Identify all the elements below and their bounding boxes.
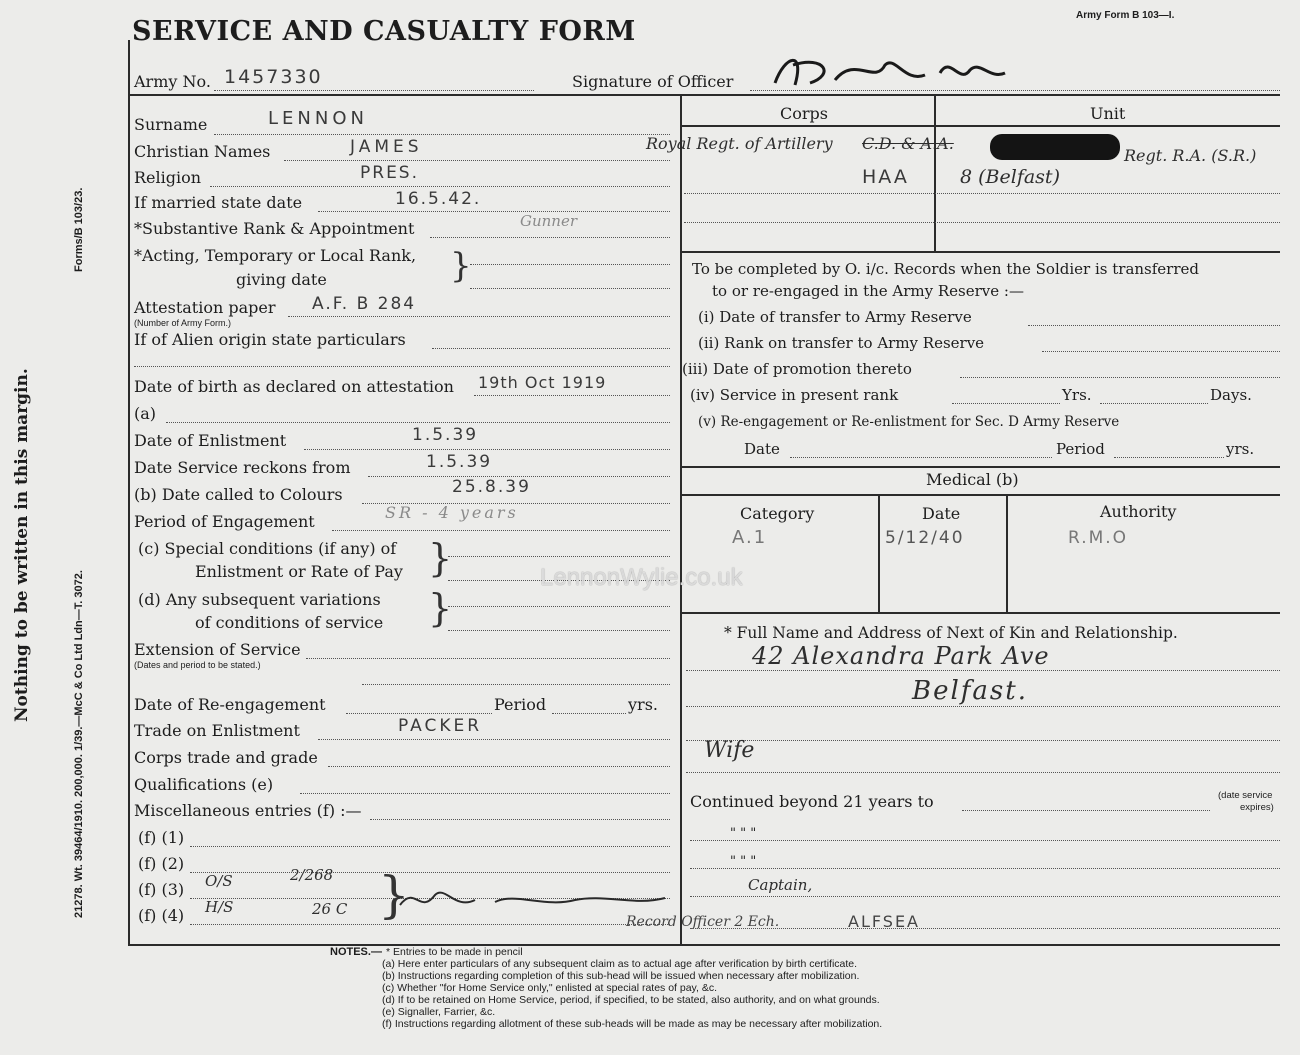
- medical-col-divider-1: [878, 494, 880, 612]
- dob-line: [474, 395, 670, 396]
- attestation-label: Attestation paper: [134, 298, 276, 317]
- corps-trade-label: Corps trade and grade: [134, 748, 318, 767]
- variations-brace: }: [428, 586, 453, 630]
- ditto-line-1: [690, 840, 1280, 841]
- corps-unit-divider: [934, 95, 936, 251]
- f3-entry-b: 2/268: [290, 866, 334, 884]
- substantive-rank-value: Gunner: [520, 212, 578, 230]
- kin-heading: * Full Name and Address of Next of Kin and Relationship.: [724, 624, 1178, 642]
- variations-line-1: [448, 606, 670, 607]
- army-no-value: 1457330: [224, 66, 323, 88]
- attestation-line: [288, 316, 670, 317]
- extension-sublabel: (Dates and period to be stated.): [134, 660, 261, 670]
- reserve-iv-line: [952, 403, 1060, 404]
- kin-line-1: [686, 670, 1280, 671]
- acting-rank-label: *Acting, Temporary or Local Rank,: [134, 246, 417, 265]
- corps-struck: C.D. & A.A.: [862, 134, 954, 153]
- reserve-v-period-line: [1114, 457, 1224, 458]
- column-divider: [680, 95, 682, 945]
- bottom-rule: [128, 944, 1280, 946]
- reengagement-period-label: Period: [494, 695, 547, 714]
- reengagement-line: [346, 713, 492, 714]
- medical-authority-header: Authority: [1100, 502, 1177, 521]
- reserve-v-date-line: [790, 457, 1052, 458]
- signature-label: Signature of Officer: [572, 72, 734, 91]
- kin-line-3: [686, 740, 1280, 741]
- extension-line-1: [306, 658, 670, 659]
- attestation-sublabel: (Number of Army Form.): [134, 318, 232, 328]
- married-label: If married state date: [134, 193, 303, 212]
- continued-line: [962, 810, 1210, 811]
- ditto-line-4: [690, 928, 1280, 929]
- religion-line: [210, 186, 670, 187]
- medical-category-header: Category: [740, 504, 815, 523]
- engagement-line: [332, 530, 670, 531]
- corps-trade-line: [328, 766, 670, 767]
- redaction-blot: [990, 134, 1120, 160]
- corps-line-1: [684, 193, 1280, 194]
- alien-line: [432, 348, 670, 349]
- a-label: (a): [134, 404, 157, 423]
- alien-origin-label: If of Alien origin state particulars: [134, 330, 406, 349]
- medical-heading: Medical (b): [926, 470, 1019, 489]
- continued-note-2: expires): [1240, 802, 1274, 813]
- surname-value: LENNON: [268, 108, 368, 129]
- attestation-value: A.F. B 284: [312, 294, 417, 314]
- engagement-label: Period of Engagement: [134, 512, 315, 531]
- unit-handwritten: 8 (Belfast): [960, 166, 1060, 188]
- ditto-row-2: " " ": [730, 854, 757, 869]
- kin-line-4: [686, 772, 1280, 773]
- variations-line-2: [448, 630, 670, 631]
- acting-rank-sublabel: giving date: [236, 270, 327, 289]
- margin-warning: Nothing to be written in this margin.: [12, 368, 32, 722]
- reserve-iv-days: Days.: [1210, 386, 1252, 404]
- christian-names-label: Christian Names: [134, 142, 271, 161]
- corps-unit-bottom-rule: [682, 251, 1280, 253]
- reserve-ii: (ii) Rank on transfer to Army Reserve: [698, 334, 985, 352]
- medical-category-value: A.1: [732, 527, 768, 548]
- ditto-line-3: [690, 896, 1280, 897]
- special-brace: }: [428, 536, 453, 580]
- continued-note-1: (date service: [1218, 790, 1273, 801]
- special-line-1: [448, 556, 670, 557]
- christian-names-value: JAMES: [350, 137, 423, 157]
- engagement-value: SR - 4 years: [385, 503, 519, 522]
- colours-label: (b) Date called to Colours: [134, 485, 343, 504]
- reserve-iv-yrs: Yrs.: [1062, 386, 1092, 404]
- extension-label: Extension of Service: [134, 640, 301, 659]
- form-reference: Army Form B 103—I.: [1076, 10, 1175, 21]
- reengagement-label: Date of Re-engagement: [134, 695, 326, 714]
- reckons-label: Date Service reckons from: [134, 458, 351, 477]
- trade-line: [318, 739, 670, 740]
- reengagement-period-line: [552, 713, 626, 714]
- corps-printed: Royal Regt. of Artillery: [646, 134, 833, 153]
- note-b: (b) Instructions regarding completion of this sub-head will be issued when necessary after mobilization.: [382, 970, 860, 982]
- enlistment-line: [304, 449, 670, 450]
- special-conditions-sublabel: Enlistment or Rate of Pay: [195, 562, 403, 581]
- trade-value: PACKER: [398, 716, 483, 736]
- qualifications-line: [300, 793, 670, 794]
- enlistment-label: Date of Enlistment: [134, 431, 287, 450]
- ditto-line-2: [690, 868, 1280, 869]
- watermark: LennonWylie.co.uk: [540, 564, 743, 591]
- kin-address-line-1: 42 Alexandra Park Ave: [752, 642, 1050, 670]
- f3-label: (f) (3): [138, 880, 185, 899]
- acting-line-2: [470, 288, 670, 289]
- reengagement-yrs-label: yrs.: [628, 695, 658, 714]
- religion-value: PRES.: [360, 163, 419, 183]
- medical-bottom-rule: [682, 612, 1280, 614]
- corps-handwritten: HAA: [862, 166, 909, 188]
- f4-entry-a: H/S: [205, 898, 234, 916]
- corps-header: Corps: [780, 104, 828, 123]
- medical-authority-value: R.M.O: [1068, 528, 1129, 548]
- colours-value: 25.8.39: [452, 477, 531, 497]
- record-officer-label: Record Officer 2 Ech.: [626, 914, 780, 930]
- officer-signature-icon: [765, 45, 1025, 95]
- medical-date-value: 5/12/40: [885, 528, 965, 548]
- dob-value: 19th Oct 1919: [478, 373, 607, 392]
- army-no-line: [214, 90, 534, 91]
- misc-entries-label: Miscellaneous entries (f) :—: [134, 801, 362, 820]
- f2-line: [190, 872, 670, 873]
- continued-label: Continued beyond 21 years to: [690, 792, 934, 811]
- reserve-iii: (iii) Date of promotion thereto: [682, 360, 912, 378]
- f1-line: [190, 846, 670, 847]
- religion-label: Religion: [134, 168, 202, 187]
- header-rule: [128, 94, 1280, 96]
- reserve-iv: (iv) Service in present rank: [690, 386, 899, 404]
- reserve-ii-line: [1042, 351, 1280, 352]
- margin-print-ref: 21278. Wt. 39464/1910. 200,000. 1/39.—McC & Co Ltd Ldn—T. 3072.: [73, 570, 85, 918]
- f-brace: }: [378, 866, 410, 924]
- reserve-v-date: Date: [744, 440, 780, 458]
- extension-line-2: [362, 684, 670, 685]
- reserve-iv-days-line: [1100, 403, 1208, 404]
- kin-line-2: [686, 706, 1280, 707]
- variations-label: (d) Any subsequent variations: [138, 590, 381, 609]
- note-d: (d) If to be retained on Home Service, period, if specified, to be stated, also authority, and on what grounds.: [382, 994, 880, 1006]
- trade-label: Trade on Enlistment: [134, 721, 300, 740]
- left-border: [128, 40, 130, 945]
- christian-line: [284, 160, 670, 161]
- f4-line: [190, 924, 670, 925]
- f4-label: (f) (4): [138, 906, 185, 925]
- reserve-iii-line: [960, 377, 1280, 378]
- married-line: [318, 211, 670, 212]
- qualifications-label: Qualifications (e): [134, 775, 274, 794]
- note-c: (c) Whether "for Home Service only," enlisted at special rates of pay, &c.: [382, 982, 718, 994]
- a-line: [166, 422, 670, 423]
- variations-sublabel: of conditions of service: [195, 613, 384, 632]
- f2-label: (f) (2): [138, 854, 185, 873]
- f1-label: (f) (1): [138, 828, 185, 847]
- medical-col-divider-2: [1006, 494, 1008, 612]
- note-a: (a) Here enter particulars of any subsequent claim as to actual age after verification by birth certificate.: [382, 958, 858, 970]
- f3-entry-a: O/S: [205, 872, 233, 890]
- medical-heading-rule: [682, 494, 1280, 496]
- reserve-heading-1: To be completed by O. i/c. Records when the Soldier is transferred: [692, 260, 1199, 278]
- reserve-heading-2: to or re-engaged in the Army Reserve :—: [712, 282, 1024, 300]
- margin-forms-ref: Forms/B 103/23.: [73, 187, 85, 272]
- reserve-i: (i) Date of transfer to Army Reserve: [698, 308, 972, 326]
- reserve-v-period: Period: [1056, 440, 1105, 458]
- kin-address-line-2: Belfast.: [912, 676, 1028, 706]
- alien-line-2: [134, 366, 670, 367]
- kin-relationship: Wife: [704, 738, 755, 763]
- dob-label: Date of birth as declared on attestation: [134, 377, 454, 396]
- enlistment-value: 1.5.39: [412, 425, 479, 445]
- corps-line-2: [684, 222, 1280, 223]
- substantive-rank-label: *Substantive Rank & Appointment: [134, 219, 415, 238]
- alfsea-label: ALFSEA: [848, 912, 920, 931]
- surname-line: [214, 134, 670, 135]
- army-no-label: Army No.: [134, 72, 211, 91]
- unit-header: Unit: [1090, 104, 1126, 123]
- note-e: (e) Signaller, Farrier, &c.: [382, 1006, 496, 1018]
- acting-brace: }: [450, 246, 472, 286]
- misc-line: [370, 819, 670, 820]
- medical-date-header: Date: [922, 504, 961, 523]
- acting-line-1: [470, 264, 670, 265]
- corps-unit-header-rule: [682, 125, 1280, 127]
- ditto-row-1: " " ": [730, 826, 757, 841]
- captain-label: Captain,: [748, 876, 813, 894]
- substantive-line: [430, 237, 670, 238]
- surname-label: Surname: [134, 115, 208, 134]
- reserve-v-yrs: yrs.: [1226, 440, 1255, 458]
- notes-heading: NOTES.—: [330, 946, 382, 958]
- reckons-value: 1.5.39: [426, 452, 493, 472]
- reserve-v: (v) Re-engagement or Re-enlistment for Sec. D Army Reserve: [698, 414, 1120, 430]
- note-f: (f) Instructions regarding allotment of these sub-heads will be made as may be necessary after mobilization.: [382, 1018, 883, 1030]
- unit-printed: Regt. R.A. (S.R.): [1124, 146, 1257, 165]
- married-value: 16.5.42.: [395, 189, 482, 209]
- notes-star: * Entries to be made in pencil: [386, 946, 523, 958]
- form-title: SERVICE AND CASUALTY FORM: [132, 16, 636, 47]
- reserve-i-line: [1028, 325, 1280, 326]
- reserve-bottom-rule: [682, 466, 1280, 468]
- special-conditions-label: (c) Special conditions (if any) of: [138, 539, 397, 558]
- f4-entry-b: 26 C: [312, 900, 348, 918]
